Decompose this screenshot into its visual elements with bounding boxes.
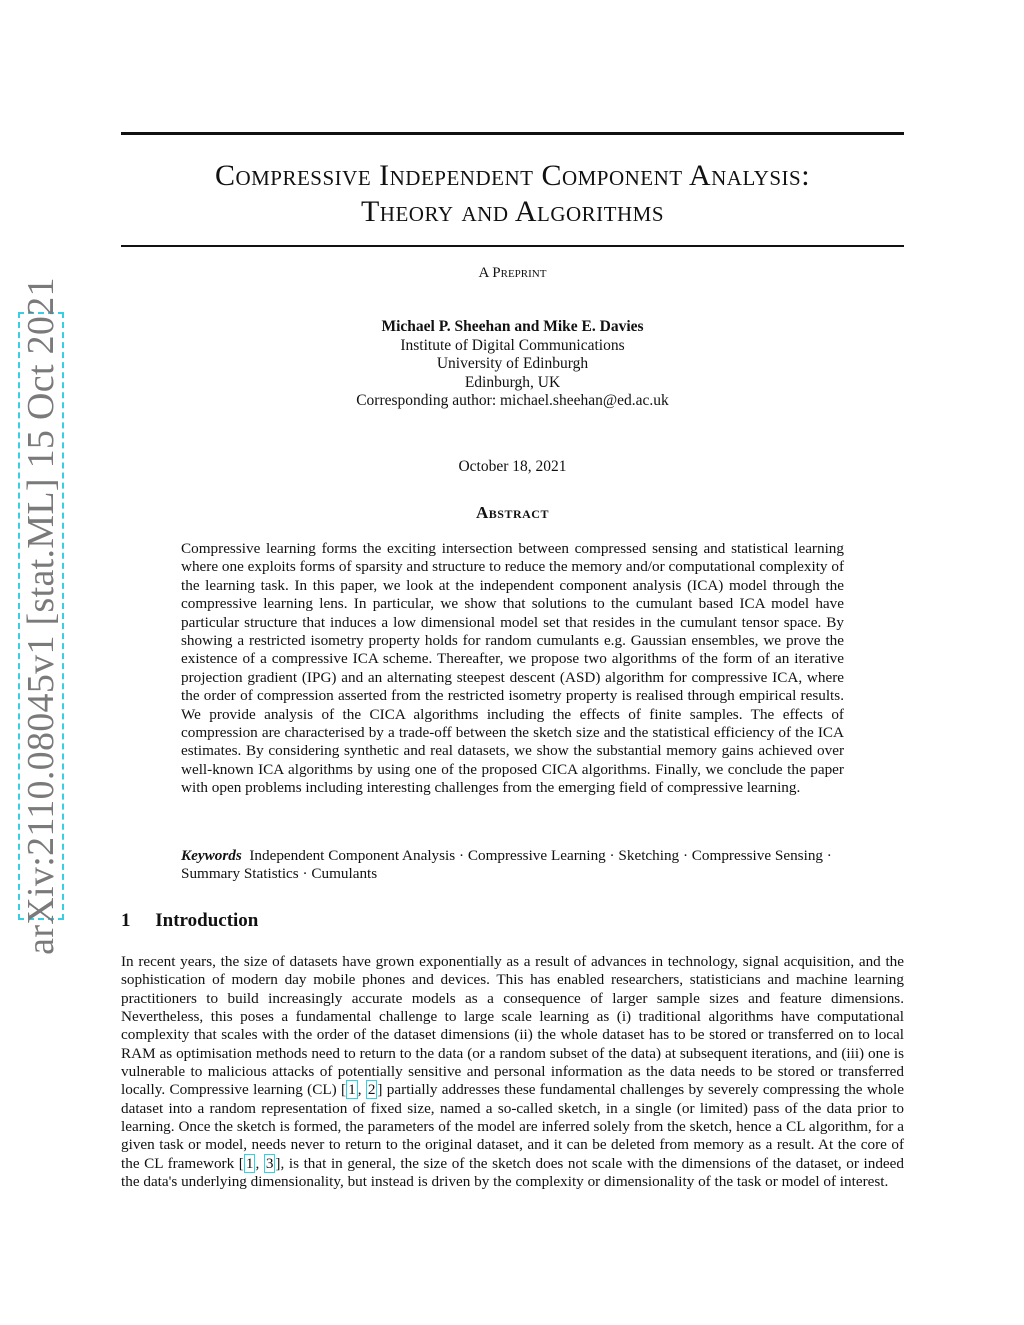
keywords-label: Keywords bbox=[181, 847, 242, 864]
author-names: Michael P. Sheehan and Mike E. Davies bbox=[381, 318, 644, 335]
arxiv-identifier-stamp bbox=[18, 277, 64, 955]
citation-link[interactable]: 1 bbox=[348, 1081, 356, 1099]
paper-title-line-2: Theory and Algorithms bbox=[360, 195, 664, 228]
intro-text-part-2: ] partially addresses these fundamental challenges by severely compressing the whole dataset into a random representation of fixed size, named a so-called sketch, in a single (or limited) pass of the data prior to learning. Once the sketch is formed, the parameters of the model are inferred solely from the sketch, hence a CL algorithm, for a given task or model, needs never to return to the original dataset, and it can be deleted from memory as a result. At the core of the CL framework [ bbox=[121, 1081, 904, 1172]
author-affiliation-university: University of Edinburgh bbox=[436, 355, 589, 372]
citation-separator: , bbox=[255, 1154, 264, 1172]
keywords-block bbox=[181, 847, 844, 884]
arxiv-identifier: arXiv:2110.08045v1 [stat.ML] 15 Oct 2021 bbox=[20, 277, 62, 955]
citation-link[interactable]: 2 bbox=[367, 1081, 376, 1099]
intro-text-part-1: In recent years, the size of datasets have grown exponentially as a result of advances in technology, signal acquisition, and the sophistication of modern day mobile phones and devices. This has enabled researchers, statisticians and machine learning practitioners to build increasingly accurate models as a consequence of larger sample sizes and feature dimensions. Nevertheless, this poses a fundamental challenge to large scale learning as (i) traditional algorithms have computational complexity that scales with the order of the dataset dimensions (ii) the whole dataset has to be stored or transferred on to local RAM as optimisation methods need to return to the data (or a random subset of the data) at subsequent iterations, and (iii) one is vulnerable to malicious attacks of potentially sensitive and personal information as the data needs to be stored or transferred locally. Compressive learning (CL) [ bbox=[121, 953, 904, 1099]
paper-title bbox=[121, 158, 904, 230]
abstract-heading: Abstract bbox=[476, 503, 549, 522]
paper-date: October 18, 2021 bbox=[458, 458, 567, 475]
author-affiliation-institute: Institute of Digital Communications bbox=[400, 336, 625, 354]
intro-text-part-3: ], is that in general, the size of the sketch does not scale with the dimensions of the dataset, or indeed the data's underlying dimensionality, but instead is driven by the complexity or dimensionality of the task or model of interest. bbox=[121, 1154, 905, 1191]
section-heading bbox=[121, 910, 258, 932]
section-number: 1 bbox=[121, 910, 131, 931]
citation-link[interactable]: 1 bbox=[245, 1154, 254, 1172]
introduction-paragraph bbox=[121, 953, 904, 1191]
citation-separator: , bbox=[357, 1081, 366, 1099]
keywords-list: Independent Component Analysis · Compressive Learning · Sketching · Compressive Sensing · Summary Statistics · Cumulants bbox=[181, 847, 832, 883]
author-location: Edinburgh, UK bbox=[464, 373, 561, 391]
title-top-rule bbox=[121, 132, 904, 135]
citation-link[interactable]: 3 bbox=[265, 1154, 274, 1172]
title-bottom-rule bbox=[121, 245, 904, 247]
section-title: Introduction bbox=[155, 910, 259, 931]
preprint-label: A Preprint bbox=[478, 265, 547, 281]
author-block bbox=[121, 318, 904, 411]
abstract-text: Compressive learning forms the exciting intersection between compressed sensing and statistical learning where one exploits forms of sparsity and structure to reduce the memory and/or computational complexity of the learning task. In this paper, we look at the independent component analysis (ICA) model through the compressive learning lens. In particular, we show that solutions to the cumulant based ICA model have particular structure that induces a low dimensional model set that resides in the cumulant tensor space. By showing a restricted isometry property holds for random cumulants e.g. Gaussian ensembles, we prove the existence of a compressive ICA scheme. Thereafter, we propose two algorithms of the form of an iterative projection gradient (IPG) and an alternating steepest descent (ASD) algorithm for compressive ICA, where the order of compression asserted from the restricted isometry property is realised through empirical results. We provide analysis of the CICA algorithms including the effects of finite samples. The effects of compression are characterised by a trade-off between the sketch size and the statistical efficiency of the ICA estimates. By considering synthetic and real datasets, we show the substantial memory gains achieved over well-known ICA algorithms by using one of the proposed CICA algorithms. Finally, we conclude the paper with open problems including interesting challenges from the emerging field of compressive learning. bbox=[181, 540, 844, 797]
paper-title-line-1: Compressive Independent Component Analysis: bbox=[214, 159, 811, 192]
author-contact: Corresponding author: michael.sheehan@ed.ac.uk bbox=[356, 392, 669, 409]
